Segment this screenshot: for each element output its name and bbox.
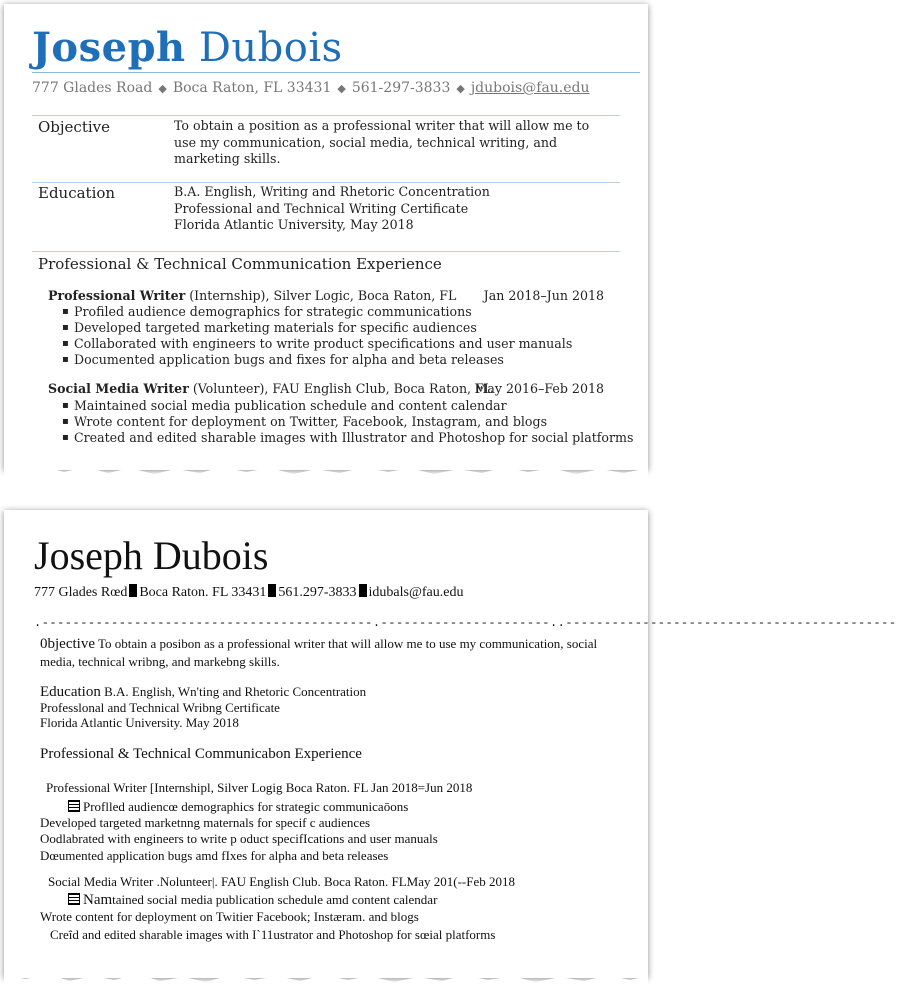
education-heading: Education bbox=[40, 684, 101, 700]
job-dates: May 2016–Feb 2018 bbox=[474, 381, 604, 396]
job-dates: Jan 2018–Jun 2018 bbox=[483, 288, 604, 303]
experience-heading: Professional & Technical Communication Experience bbox=[38, 255, 442, 273]
bullet-item: ▪ Wrote content for deployment on Twitter, Facebook, Instagram, and blogs bbox=[74, 414, 547, 431]
address: 777 Glades Road bbox=[32, 80, 153, 96]
phone: 561.297-3833 bbox=[278, 585, 357, 600]
bullet-item: Creȋd and edited sharable images with I`11ustrator and Photoshop for sœial platforms bbox=[50, 927, 496, 942]
last-name: Dubois bbox=[198, 25, 343, 71]
education-text: B.A. English, Wn'ting and Rhetoric Concentration bbox=[100, 684, 367, 699]
first-name: Joseph bbox=[32, 24, 186, 71]
objective-line: media, technical wribng, and markebng skills. bbox=[40, 654, 280, 669]
torn-edge bbox=[4, 969, 648, 987]
block-icon bbox=[268, 584, 276, 597]
education-heading: Education bbox=[38, 184, 116, 202]
education-line: Florida Atlantic University, May 2018 bbox=[174, 217, 414, 232]
objective-text: To obtain a posibon as a professional writer that will allow me to use my communication, social bbox=[94, 636, 598, 651]
objective-heading: Objective bbox=[38, 118, 111, 136]
education-line: B.A. English, Writing and Rhetoric Concentration bbox=[174, 184, 490, 199]
bullet-item: Dœumented application bugs amd fIxes for alpha and beta releases bbox=[40, 848, 389, 863]
objective-line bbox=[40, 636, 597, 652]
city: Boca Raton, FL 33431 bbox=[172, 80, 332, 96]
job-details: (Internship), Silver Logic, Boca Raton, FL bbox=[185, 288, 457, 303]
bullet-item: Wrote content for deployment on Twitier Facebook; Instæram. and blogs bbox=[40, 909, 419, 924]
grid-glyph-icon bbox=[68, 893, 80, 905]
diamond-icon: ◆ bbox=[456, 82, 465, 95]
bullet-item: ▪ Maintained social media publication schedule and content calendar bbox=[74, 398, 507, 415]
bullet-item: Developed targeted marketnng maternals for specif c audiences bbox=[40, 815, 371, 830]
objective-text: To obtain a position as a professional writer that will allow me to use my communication, social media, technical writing, and marketing skills. bbox=[174, 118, 590, 166]
bullet-item: ▪ Profiled audience demographics for strategic communications bbox=[74, 304, 472, 321]
education-list bbox=[174, 184, 614, 234]
resume-name bbox=[32, 24, 343, 72]
formatted-resume bbox=[4, 4, 648, 470]
phone: 561-297-3833 bbox=[351, 80, 451, 96]
objective-heading: 0bjective bbox=[40, 636, 95, 652]
job-title: Professional Writer bbox=[48, 288, 186, 303]
diamond-icon: ◆ bbox=[158, 82, 167, 95]
job-details: (Volunteer), FAU English Club, Boca Raton, FL bbox=[188, 381, 493, 396]
contact-line bbox=[34, 584, 463, 601]
contact-line bbox=[32, 80, 589, 96]
bullet-item: ▪ Developed targeted marketing materials for specific audiences bbox=[74, 320, 477, 337]
job-heading: Professional Writer [Internshipl, Silver Logig Boca Raton. FL Jan 2018=Jun 2018 bbox=[46, 780, 473, 795]
job-heading bbox=[48, 288, 604, 305]
torn-edge bbox=[4, 461, 648, 479]
bullet-item: ▪ Created and edited sharable images with Illustrator and Photoshop for social platforms bbox=[74, 430, 633, 447]
job-title: Social Media Writer bbox=[48, 381, 189, 396]
address: 777 Glades Rœd bbox=[34, 585, 128, 600]
grid-glyph-icon bbox=[68, 800, 80, 812]
city: Boca Raton. FL 33431 bbox=[139, 585, 267, 600]
job-heading: Social Media Writer .Nolunteer|. FAU English Club. Boca Raton. FLMay 201(--Feb 2018 bbox=[48, 874, 516, 889]
education-line: Florida Atlantic University. May 2018 bbox=[40, 715, 239, 730]
bullet-item: ▪ Documented application bugs and fixes for alpha and beta releases bbox=[74, 352, 504, 369]
header-rule bbox=[32, 72, 640, 73]
block-icon bbox=[359, 584, 367, 597]
section-rule bbox=[32, 182, 620, 183]
plain-text-resume bbox=[4, 510, 897, 978]
bullet-item: Namtained social media publication schedule amd content calendar bbox=[68, 892, 437, 908]
section-rule bbox=[32, 251, 620, 252]
email: idubals@fau.edu bbox=[368, 585, 464, 600]
education-line: Professional and Technical Writing Certificate bbox=[174, 200, 469, 216]
bullet-item: Oodlabrated with engineers to write p oduct specifIcations and user manuals bbox=[40, 831, 438, 846]
block-icon bbox=[129, 584, 137, 597]
resume-name: Joseph Dubois bbox=[34, 533, 269, 578]
diamond-icon: ◆ bbox=[337, 82, 346, 95]
job-heading bbox=[48, 381, 604, 398]
education-line bbox=[40, 684, 366, 700]
experience-heading: Professional & Technical Communicabon Experience bbox=[40, 746, 362, 762]
section-rule bbox=[32, 115, 620, 116]
bullet-item: Proflled audiencœ demographics for strategic communicaōons bbox=[68, 799, 408, 815]
dashed-divider: .-------------------------------------------.----------------------..------------------------------------------- bbox=[34, 616, 897, 630]
email-link[interactable]: jdubois@fau.edu bbox=[470, 80, 590, 96]
bullet-item: ▪ Collaborated with engineers to write product specifications and user manuals bbox=[74, 336, 572, 353]
education-line: Professlonal and Technical Wribng Certificate bbox=[40, 700, 280, 715]
